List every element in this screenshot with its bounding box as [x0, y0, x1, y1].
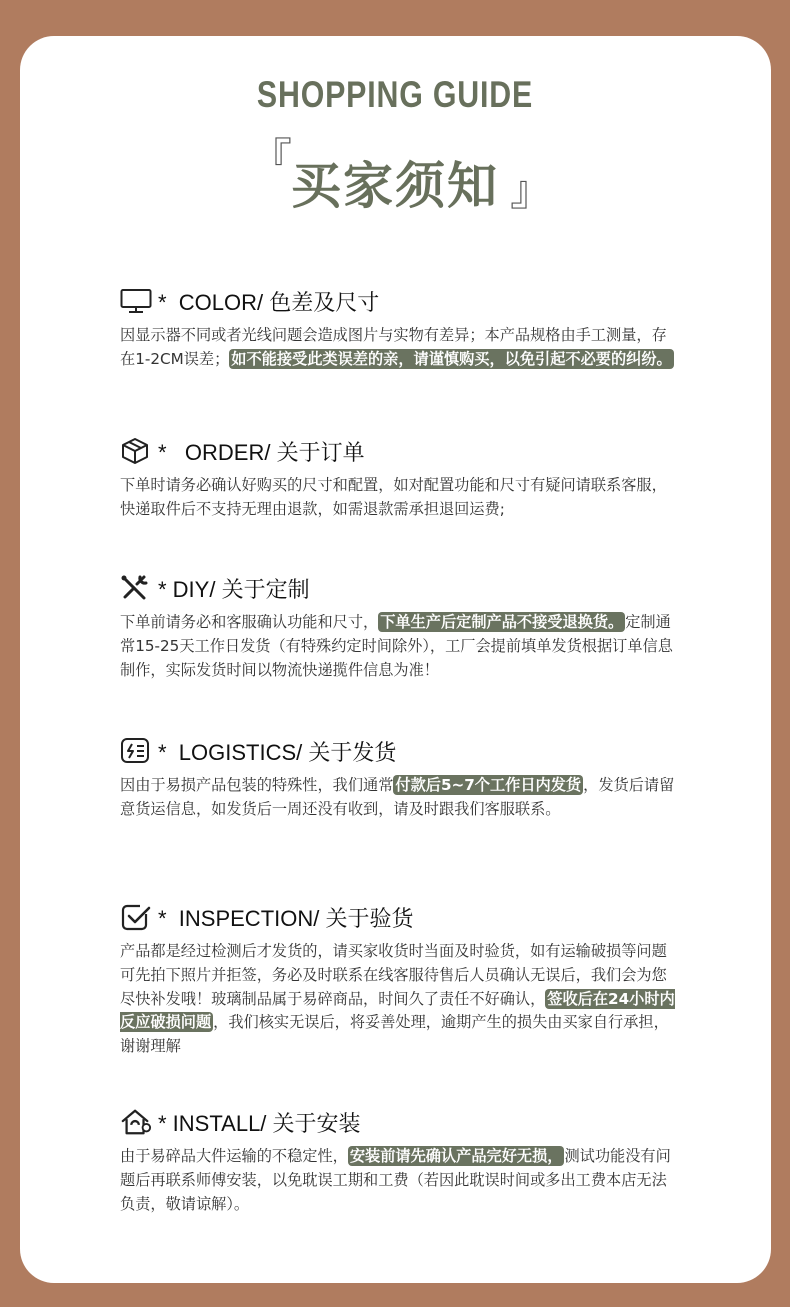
tools-icon [120, 574, 152, 602]
section-title: * ORDER/ 关于订单 [158, 439, 365, 465]
highlight-text: 下单生产后定制产品不接受退换货。 [380, 613, 624, 631]
section-inspection [120, 902, 680, 1059]
section-heading [120, 436, 680, 466]
section-diy [120, 573, 680, 682]
section-install [120, 1107, 680, 1216]
body-text: 由于易碎品大件运输的不稳定性， [120, 1147, 348, 1165]
section-title: * DIY/ 关于定制 [158, 576, 310, 602]
section-title: * LOGISTICS/ 关于发货 [158, 739, 397, 765]
body-text: ，发货后请留意货运信息，如发货后一周还没有收到，请及时跟我们客服联系。 [120, 776, 675, 818]
monitor-icon [120, 287, 152, 315]
highlight-text: 签收后在24小时内反应破损问题 [120, 989, 675, 1032]
section-heading [120, 286, 680, 316]
section-logistics [120, 736, 680, 822]
section-title: * INSPECTION/ 关于验货 [158, 905, 414, 931]
check-icon [120, 903, 152, 931]
english-title: SHOPPING GUIDE [256, 74, 534, 115]
body-text: 测试功能没有问题后再联系师傅安装，以免耽误工期和工费（若因此耽误时间或多出工费本店无法负责，敬请谅解）。 [120, 1147, 671, 1213]
body-text: 下单时请务必确认好购买的尺寸和配置，如对配置功能和尺寸有疑问请联系客服，快递取件后不支持无理由退款，如需退款需承担退回运费; [120, 476, 667, 518]
highlight-text: 安装前请先确认产品完好无损， [349, 1147, 563, 1165]
body-text: 定制通常15-25天工作日发货（有特殊约定时间除外），工厂会提前填单发货根据订单信息制作，实际发货时间以物流快递揽件信息为准！ [120, 613, 673, 679]
highlight-text: 付款后5~7个工作日内发货 [395, 776, 582, 794]
section-body [120, 1145, 680, 1216]
chinese-title: 买家须知 [291, 157, 499, 215]
section-body [120, 324, 680, 372]
section-title: * INSTALL/ 关于安装 [158, 1110, 361, 1136]
section-heading [120, 573, 680, 603]
home-icon [120, 1108, 152, 1136]
section-body [120, 474, 680, 522]
body-text: ，我们核实无误后，将妥善处理，逾期产生的损失由买家自行承担，谢谢理解 [120, 1013, 669, 1056]
section-body [120, 774, 680, 822]
highlight-text: 如不能接受此类误差的亲，请谨慎购买，以免引起不必要的纠纷。 [231, 349, 672, 368]
right-bracket: 』 [510, 166, 553, 215]
section-body [120, 611, 680, 682]
body-text: 因由于易损产品包装的特殊性，我们通常 [120, 776, 394, 794]
section-heading [120, 1107, 680, 1137]
section-body [120, 940, 680, 1059]
section-heading [120, 902, 680, 932]
section-color [120, 286, 680, 372]
delivery-icon [120, 737, 152, 765]
body-text: 因显示器不同或者光线问题会造成图片与实物有差异；本产品规格由手工测量，存在1-2CM误差； [120, 326, 667, 368]
body-text: 下单前请务必和客服确认功能和尺寸， [120, 613, 379, 631]
section-heading [120, 736, 680, 766]
section-order [120, 436, 680, 522]
box-icon [120, 437, 152, 465]
section-title: * COLOR/ 色差及尺寸 [158, 289, 380, 315]
left-bracket: 『 [250, 134, 293, 183]
body-text: 产品都是经过检测后才发货的，请买家收货时当面及时验货，如有运输破损等问题可先拍下照片并拒签，务必及时联系在线客服待售后人员确认无误后，我们会为您尽快补发哦！玻璃制品属于易碎商品，时间久了责任不好确认， [120, 942, 667, 1008]
